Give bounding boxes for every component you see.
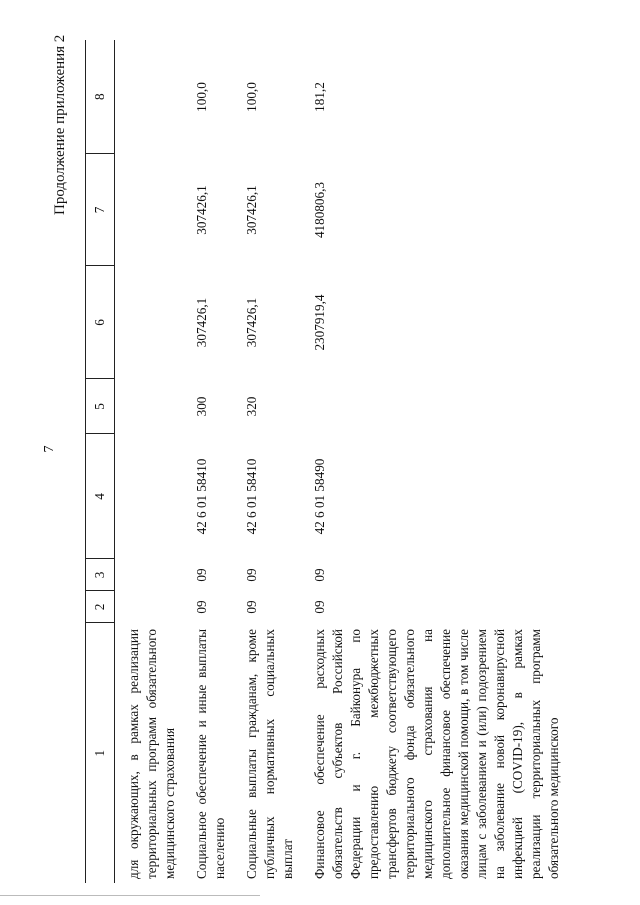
planned-amount: 307426,1 xyxy=(244,297,259,348)
planned-amount: 2307919,4 xyxy=(312,294,327,351)
execution-percent xyxy=(115,40,190,154)
table-row xyxy=(239,40,307,883)
column-header: 6 xyxy=(86,266,115,379)
row-name: Финансовое обеспечение расходных обязательств субъектов Российской Федерации и г. Байконура по предоставлению межбюджетных трансфертов бюджету соответствующего территориального фонда обязательного медицинского страхования на дополнительное финансовое обеспечение оказания медицинской помощи, в том числе лицам с заболеванием и (или) подозрением на заболевание новой коронавирусной инфекцией (COVID-19), в рамках реализации территориальных программ обязательного медицинского xyxy=(312,629,561,879)
expense-type-code xyxy=(115,379,190,434)
column-header: 7 xyxy=(86,154,115,266)
appendix-continuation-note: Продолжение приложения 2 xyxy=(52,34,68,215)
expense-type-code: 320 xyxy=(244,396,259,417)
execution-percent: 181,2 xyxy=(312,82,327,112)
row-name: Социальное обеспечение и иные выплаты населению xyxy=(194,629,227,879)
subsection-code: 09 xyxy=(312,568,327,582)
actual-amount: 4180806,3 xyxy=(312,181,327,239)
section-code: 09 xyxy=(194,600,209,614)
actual-amount xyxy=(115,154,190,266)
target-article-code: 42 6 01 58490 xyxy=(312,458,327,535)
column-header: 5 xyxy=(86,379,115,434)
section-code: 09 xyxy=(312,600,327,614)
subsection-code: 09 xyxy=(244,568,259,582)
table-row xyxy=(307,40,573,883)
target-article-code: 42 6 01 58410 xyxy=(194,458,209,535)
budget-table xyxy=(85,40,573,883)
scan-edge-line xyxy=(0,895,260,896)
row-name: для окружающих, в рамках реализации территориальных программ обязательного медицинского страхования xyxy=(126,629,177,879)
expense-type-code xyxy=(307,379,573,434)
section-code xyxy=(115,591,190,623)
target-article-code: 42 6 01 58410 xyxy=(244,458,259,535)
actual-amount: 307426,1 xyxy=(194,185,209,235)
column-header: 4 xyxy=(86,434,115,559)
planned-amount: 307426,1 xyxy=(194,297,209,348)
expense-type-code: 300 xyxy=(194,396,209,417)
section-code: 09 xyxy=(244,600,259,614)
execution-percent: 100,0 xyxy=(194,82,209,112)
actual-amount: 307426,1 xyxy=(244,185,259,235)
subsection-code: 09 xyxy=(194,568,209,582)
target-article-code xyxy=(115,434,190,559)
page-number: 7 xyxy=(42,445,57,453)
planned-amount xyxy=(115,266,190,379)
column-header: 1 xyxy=(86,623,115,883)
table-row xyxy=(189,40,239,883)
execution-percent: 100,0 xyxy=(244,82,259,112)
column-header: 3 xyxy=(86,559,115,591)
column-header: 8 xyxy=(86,40,115,154)
table-row xyxy=(115,40,190,883)
column-header: 2 xyxy=(86,591,115,623)
table-header-row xyxy=(86,40,115,883)
row-name: Социальные выплаты гражданам, кроме публичных нормативных социальных выплат xyxy=(244,629,295,879)
subsection-code xyxy=(115,559,190,591)
